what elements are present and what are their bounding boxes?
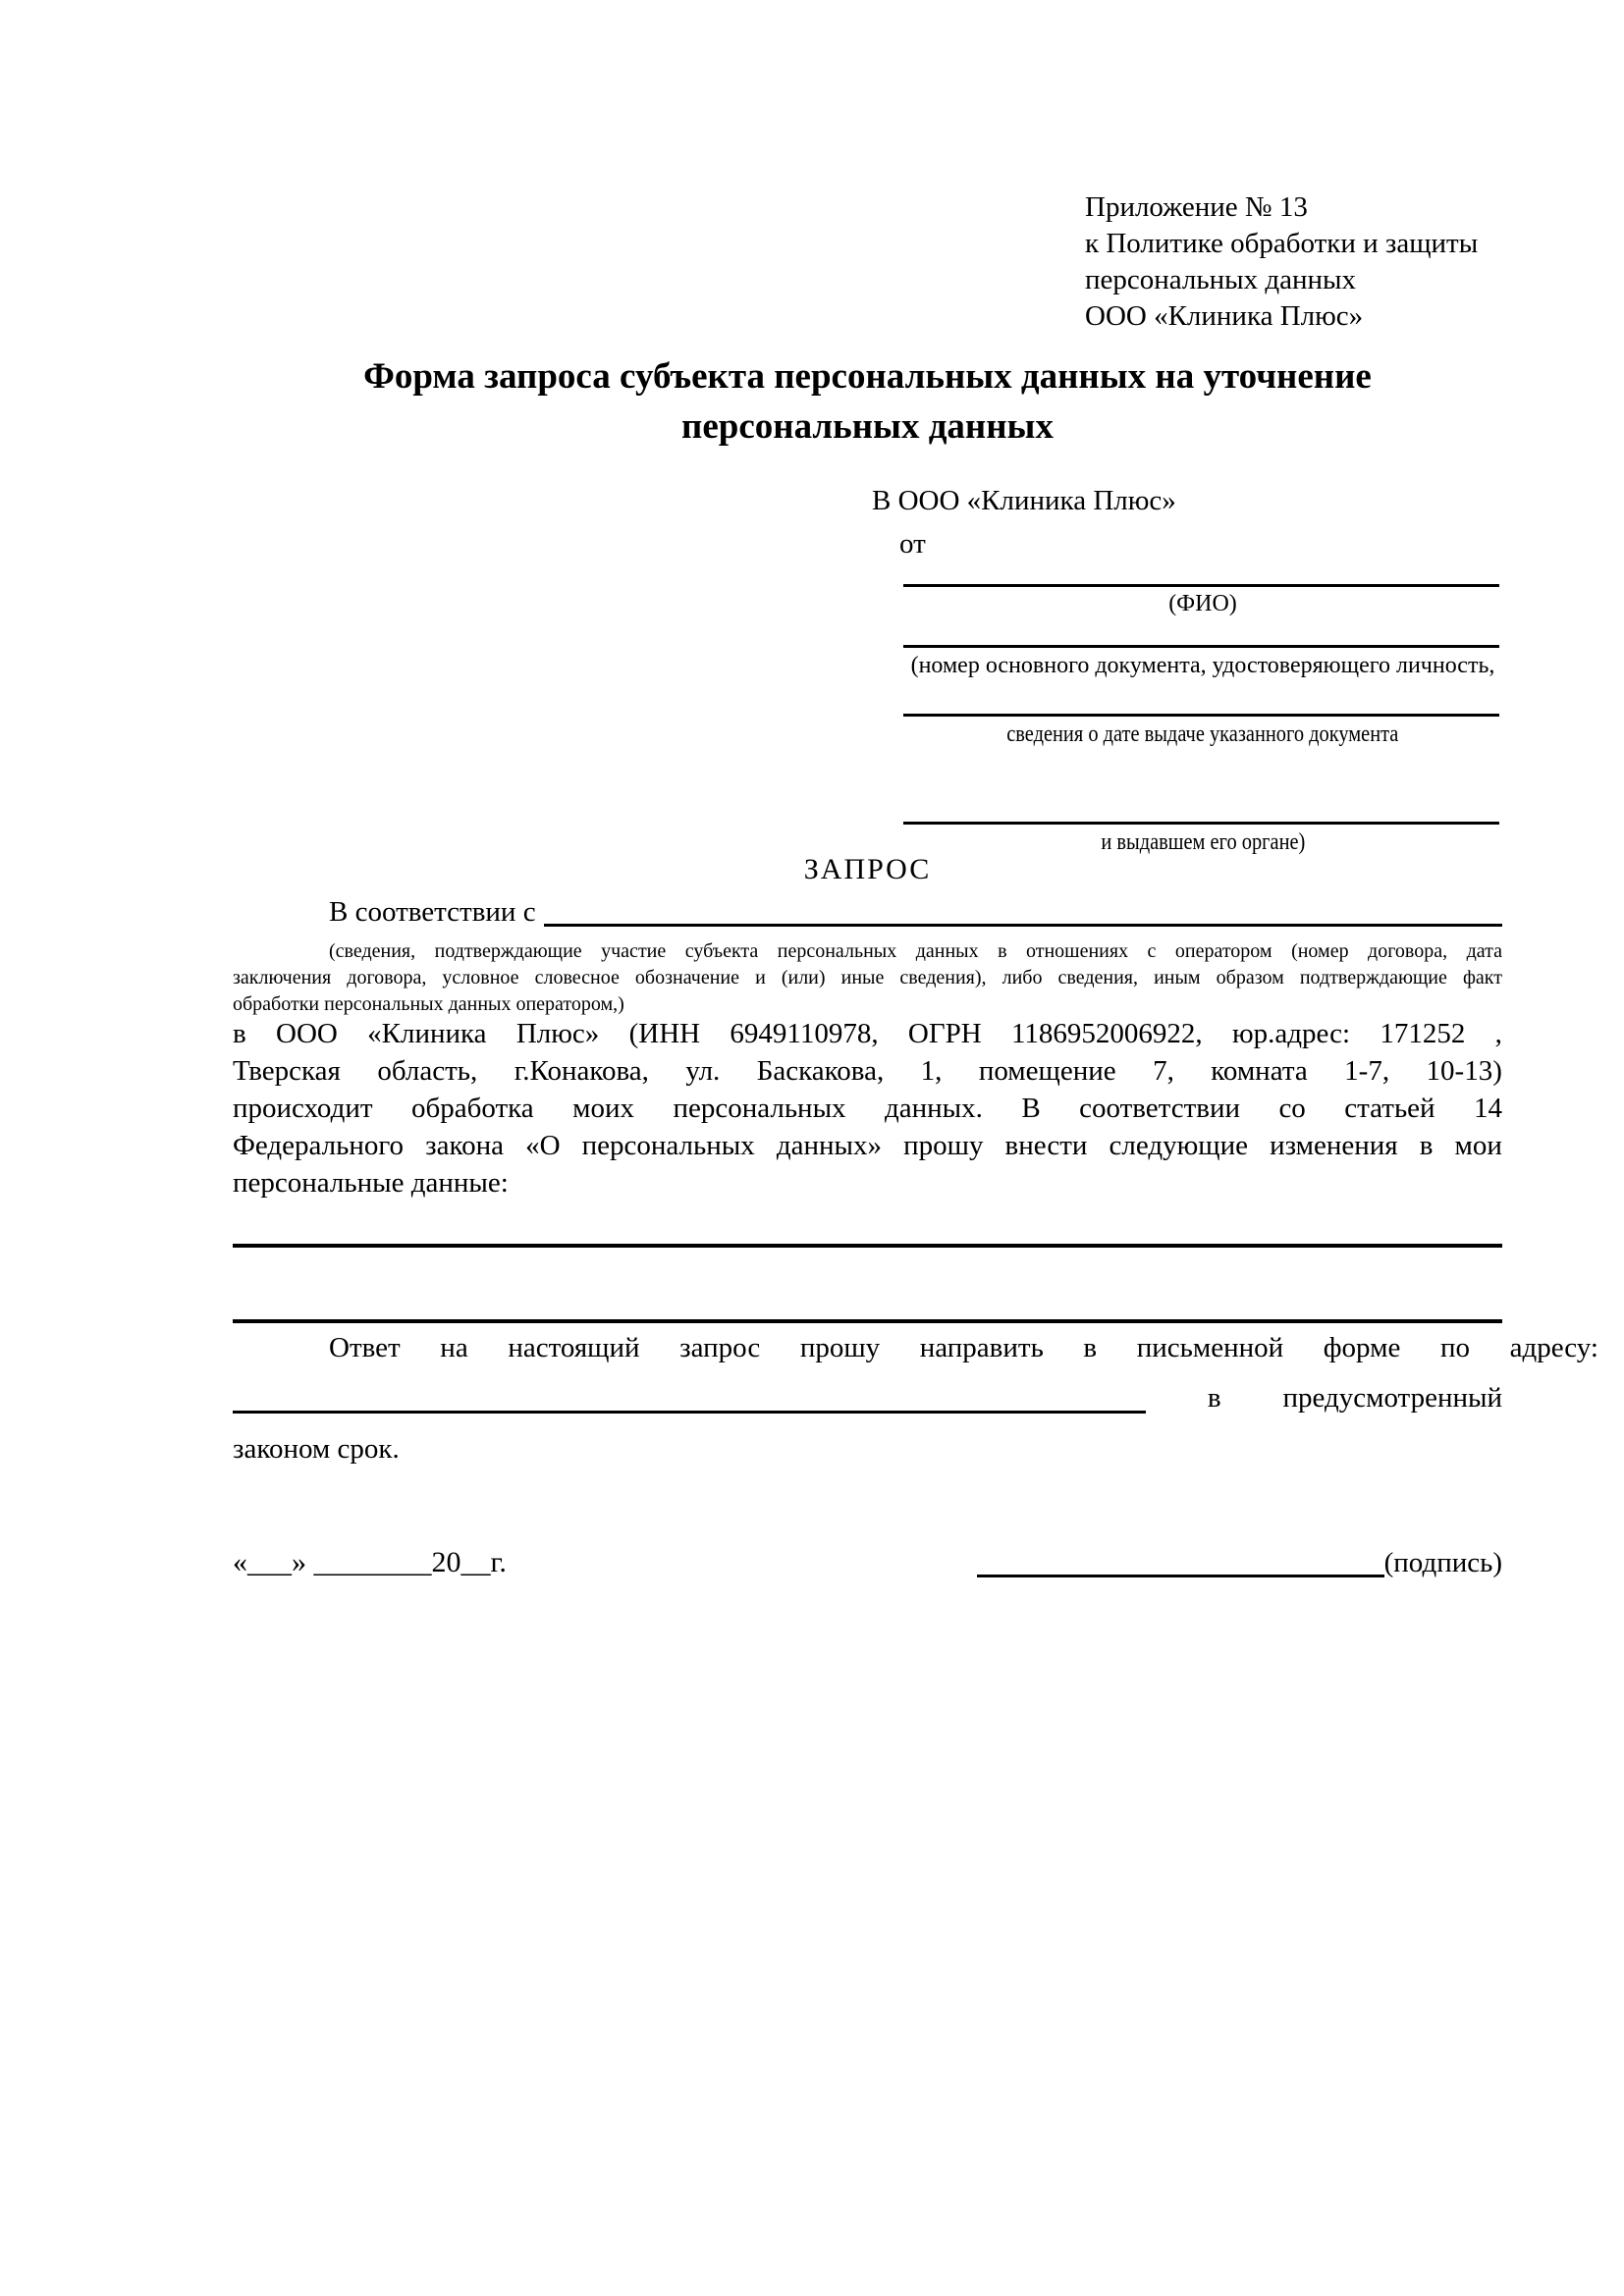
title-line-1: Форма запроса субъекта персональных данных на уточнение (363, 356, 1372, 397)
fio-blank-line (903, 584, 1499, 587)
accordance-row (233, 891, 1502, 931)
issue-date-caption: сведения о дате выдаче указанного документа (1006, 721, 1399, 747)
changes-blank-line-2 (233, 1319, 1502, 1323)
appendix-line: ООО «Клиника Плюс» (1085, 300, 1364, 332)
appendix-line: к Политике обработки и защиты (1085, 228, 1479, 259)
fio-caption: (ФИО) (1168, 591, 1237, 616)
appendix-line: Приложение № 13 (1085, 191, 1308, 223)
appendix-block (1085, 189, 1556, 335)
signature-row (233, 1537, 1502, 1582)
title-line-2: персональных данных (681, 406, 1054, 447)
reply-address-row (233, 1372, 1502, 1417)
from-label: от (899, 528, 926, 560)
request-heading: ЗАПРОС (803, 853, 932, 885)
doc-number-caption: (номер основного документа, удостоверяющего личность, (910, 653, 1495, 678)
signature-area (977, 1535, 1502, 1582)
address-blank-line (233, 1369, 1146, 1414)
doc-number-blank-line (903, 645, 1499, 648)
document-title (233, 351, 1502, 452)
body-line: в ООО «Клиника Плюс» (ИНН 6949110978, ОГРН 1186952006922, юр.адрес: 171252 , (233, 1018, 1502, 1049)
reply-word-predusmotrenny: предусмотренный (1282, 1382, 1502, 1414)
signature-caption: (подпись) (1383, 1547, 1502, 1578)
note-line: (сведения, подтверждающие участие субъекта персональных данных в отношениях с оператором (номер договора, дата (329, 940, 1502, 962)
addressee-organization: В ООО «Клиника Плюс» (872, 485, 1176, 516)
signature-blank-line (977, 1535, 1384, 1577)
issue-date-blank-line (903, 714, 1499, 717)
issuer-caption: и выдавшем его органе) (1100, 829, 1305, 855)
body-line: Тверская область, г.Конакова, ул. Баскакова, 1, помещение 7, комната 1-7, 10-13) (233, 1055, 1502, 1087)
appendix-line: персональных данных (1085, 264, 1357, 295)
reply-line-1: Ответ на настоящий запрос прошу направить в письменной форме по адресу: (329, 1332, 1598, 1363)
date-blank: «___» ________20__г. (233, 1546, 507, 1578)
reply-word-v: в (1207, 1382, 1221, 1414)
note-line: обработки персональных данных оператором,) (233, 993, 624, 1015)
body-line: происходит обработка моих персональных данных. В соответствии со статьей 14 (233, 1093, 1502, 1124)
note-line: заключения договора, условное словесное обозначение и (или) иные сведения), либо сведения, иным образом подтверждающие факт (233, 967, 1502, 988)
accordance-blank-line (544, 924, 1502, 927)
operator-relation-note (233, 938, 1502, 1018)
body-line: персональные данные: (233, 1167, 509, 1199)
issuer-blank-line (903, 822, 1499, 825)
body-line: Федерального закона «О персональных данных» прошу внести следующие изменения в мои (233, 1130, 1502, 1161)
accordance-label: В соответствии с (329, 896, 536, 928)
request-body-paragraph (233, 1015, 1502, 1201)
changes-blank-line-1 (233, 1244, 1502, 1248)
reply-line-3: законом срок. (233, 1433, 400, 1465)
